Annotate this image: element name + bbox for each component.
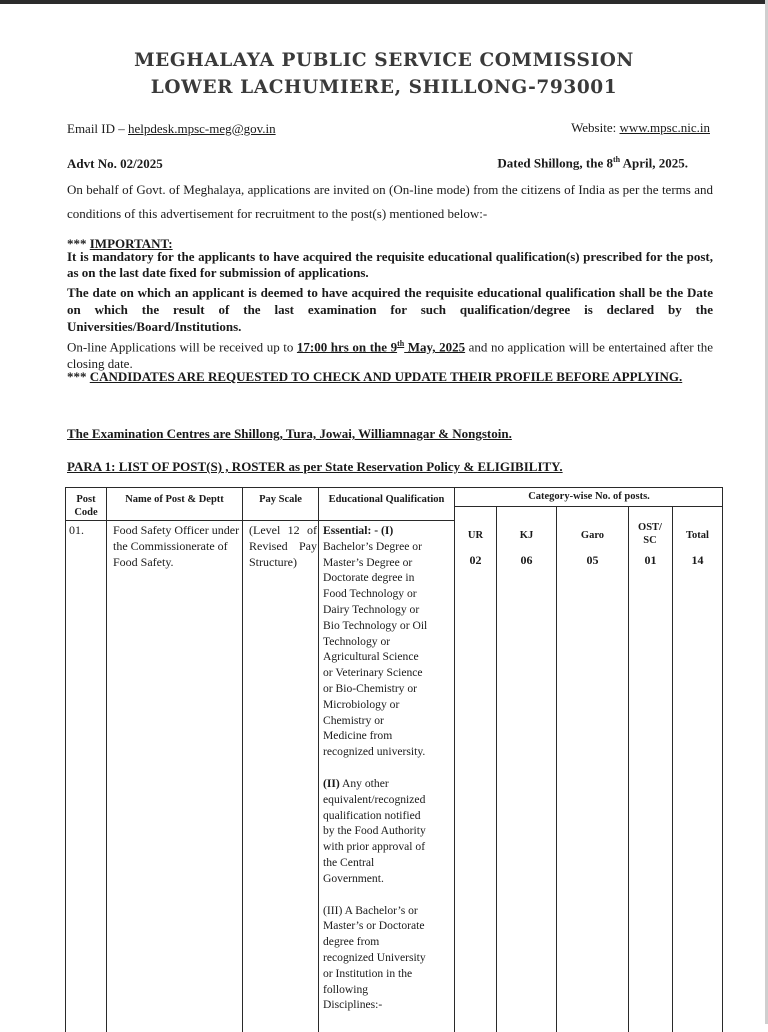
cat-header-ur: UR bbox=[467, 530, 484, 541]
qual-gap bbox=[323, 760, 453, 776]
important-para-2: The date on which an applicant is deemed to have acquired the requisite educational qualification shall be the Date on which the result of the last examination for such qualification/degree is declared by the Universities/Board/Institutions. bbox=[67, 285, 713, 334]
qual-1-line: Microbiology or bbox=[323, 697, 400, 711]
cat-header-kj: KJ bbox=[519, 530, 534, 541]
online-deadline-date: May, 2025 bbox=[404, 339, 466, 355]
qual-1-line: Medicine from bbox=[323, 729, 393, 743]
header-qualification: Educational Qualification bbox=[328, 494, 445, 505]
advt-date-prefix: Dated Shillong, the 8 bbox=[497, 155, 613, 171]
count-ur: 02 bbox=[469, 553, 482, 567]
qual-3-line: following bbox=[323, 982, 369, 996]
qual-1-line: Dairy Technology or bbox=[323, 602, 420, 616]
table-header-divider bbox=[65, 520, 454, 521]
qual-3-line: Disciplines:- bbox=[323, 998, 383, 1012]
cat-divider-4 bbox=[672, 506, 673, 1032]
cat-header-garo: Garo bbox=[580, 530, 605, 541]
qual-1-line: or Veterinary Science bbox=[323, 666, 423, 680]
qual-1-line: Doctorate degree in bbox=[323, 571, 415, 585]
email-line bbox=[67, 121, 276, 137]
row-post-name: Food Safety Officer under the Commissionerate of Food Safety. bbox=[113, 523, 240, 569]
row-post-code: 01. bbox=[69, 523, 84, 537]
qual-3-label: (III) bbox=[323, 903, 343, 917]
qual-2-line: equivalent/recognized bbox=[323, 792, 426, 806]
candidates-stars: *** bbox=[67, 369, 90, 384]
table-border-right bbox=[722, 487, 723, 1032]
qual-1-line: Technology or bbox=[323, 634, 391, 648]
qual-2-line: the Central bbox=[323, 855, 375, 869]
header-category: Category-wise No. of posts. bbox=[528, 491, 650, 502]
cat-divider-1 bbox=[496, 506, 497, 1032]
posts-table bbox=[65, 487, 723, 1032]
advt-date-suffix: April, 2025. bbox=[620, 155, 688, 171]
cat-header-ost-sc: OST/ SC bbox=[638, 522, 662, 546]
qual-2-label: (II) bbox=[323, 776, 340, 790]
website-label: Website: bbox=[571, 120, 620, 135]
important-label: IMPORTANT: bbox=[89, 236, 173, 251]
cat-divider-3 bbox=[628, 506, 629, 1032]
website-link[interactable]: www.mpsc.nic.in bbox=[619, 120, 710, 135]
category-header-divider bbox=[454, 506, 723, 507]
qual-1-line: Food Technology or bbox=[323, 587, 417, 601]
row-qualification bbox=[323, 523, 453, 1013]
header-pay-scale: Pay Scale bbox=[259, 494, 302, 505]
col-divider-2 bbox=[242, 487, 243, 1032]
count-total: 14 bbox=[691, 553, 704, 567]
online-deadline-sup: th bbox=[397, 339, 405, 348]
commission-title: MEGHALAYA PUBLIC SERVICE COMMISSION bbox=[134, 50, 634, 71]
qual-3-text: A Bachelor’s or bbox=[342, 903, 418, 917]
col-divider-1 bbox=[106, 487, 107, 1032]
qual-3-first-line bbox=[323, 903, 453, 919]
advt-date-sup: th bbox=[612, 155, 621, 164]
exam-centres: The Examination Centres are Shillong, Tura, Jowai, Williamnagar & Nongstoin. bbox=[67, 426, 512, 441]
qual-essential-label: Essential: - (I) bbox=[323, 524, 394, 537]
commission-address: LOWER LACHUMIERE, SHILLONG-793001 bbox=[150, 77, 618, 98]
qual-3-line: degree from bbox=[323, 935, 380, 949]
qual-3-line: or Institution in the bbox=[323, 966, 413, 980]
qual-2-line: qualification notified bbox=[323, 808, 421, 822]
qual-2-line: by the Food Authority bbox=[323, 824, 426, 838]
cat-divider-2 bbox=[556, 506, 557, 1032]
header-post-name: Name of Post & Deptt bbox=[125, 494, 224, 505]
online-deadline-paragraph bbox=[67, 335, 713, 372]
qual-gap bbox=[323, 887, 453, 903]
qual-1-line: Bachelor’s Degree or bbox=[323, 539, 422, 553]
qual-2-line: with prior approval of bbox=[323, 840, 426, 854]
qual-1-line: Agricultural Science bbox=[323, 650, 419, 664]
para1-heading: PARA 1: LIST OF POST(S) , ROSTER as per State Reservation Policy & ELIGIBILITY. bbox=[67, 459, 563, 474]
count-ost-sc: 01 bbox=[644, 553, 657, 567]
qual-2-line: Government. bbox=[323, 871, 384, 885]
advt-date bbox=[497, 155, 688, 171]
qual-2-first-line bbox=[323, 776, 453, 792]
row-pay-scale: (Level 12 of Revised Pay Structure) bbox=[249, 523, 317, 569]
count-kj: 06 bbox=[520, 553, 533, 567]
qual-1-line: or Bio-Chemistry or bbox=[323, 681, 418, 695]
count-garo: 05 bbox=[586, 553, 599, 567]
header-post-code: Post Code bbox=[74, 494, 98, 518]
important-stars: *** bbox=[67, 236, 90, 251]
qual-3-line: Master’s or Doctorate bbox=[323, 919, 425, 933]
candidates-text: CANDIDATES ARE REQUESTED TO CHECK AND UPDATE THEIR PROFILE BEFORE APPLYING. bbox=[89, 369, 683, 384]
advt-number: Advt No. 02/2025 bbox=[67, 156, 163, 171]
email-label: Email ID – bbox=[67, 121, 129, 136]
qual-1-line: Bio Technology or Oil bbox=[323, 618, 428, 632]
online-deadline-time: 17:00 hrs on the 9 bbox=[296, 339, 398, 355]
email-link[interactable]: helpdesk.mpsc-meg@gov.in bbox=[128, 121, 276, 136]
online-prefix: On-line Applications will be received up to bbox=[67, 339, 297, 355]
qual-2-text: Any other bbox=[339, 776, 389, 790]
col-divider-4 bbox=[454, 487, 455, 1032]
important-para-1: It is mandatory for the applicants to have acquired the requisite educational qualification(s) prescribed for the post, as on the last date fixed for submission of applications. bbox=[67, 249, 713, 280]
online-suffix: and no application will be entertained after the closing date. bbox=[67, 339, 713, 372]
table-border-top bbox=[65, 487, 723, 488]
table-border-left bbox=[65, 487, 66, 1032]
website-line bbox=[571, 120, 710, 136]
qual-3-line: recognized University bbox=[323, 950, 426, 964]
qual-1-line: recognized university. bbox=[323, 745, 426, 759]
cat-header-total: Total bbox=[686, 530, 709, 541]
intro-paragraph: On behalf of Govt. of Meghalaya, applications are invited on (On-line mode) from the citizens of India as per the terms and conditions of this advertisement for recruitment to the post(s) mentioned below:- bbox=[67, 182, 713, 221]
candidates-note bbox=[67, 368, 713, 385]
qual-1-line: Chemistry or bbox=[323, 713, 384, 727]
qual-1-line: Master’s Degree or bbox=[323, 555, 413, 569]
col-divider-3 bbox=[318, 487, 319, 1032]
